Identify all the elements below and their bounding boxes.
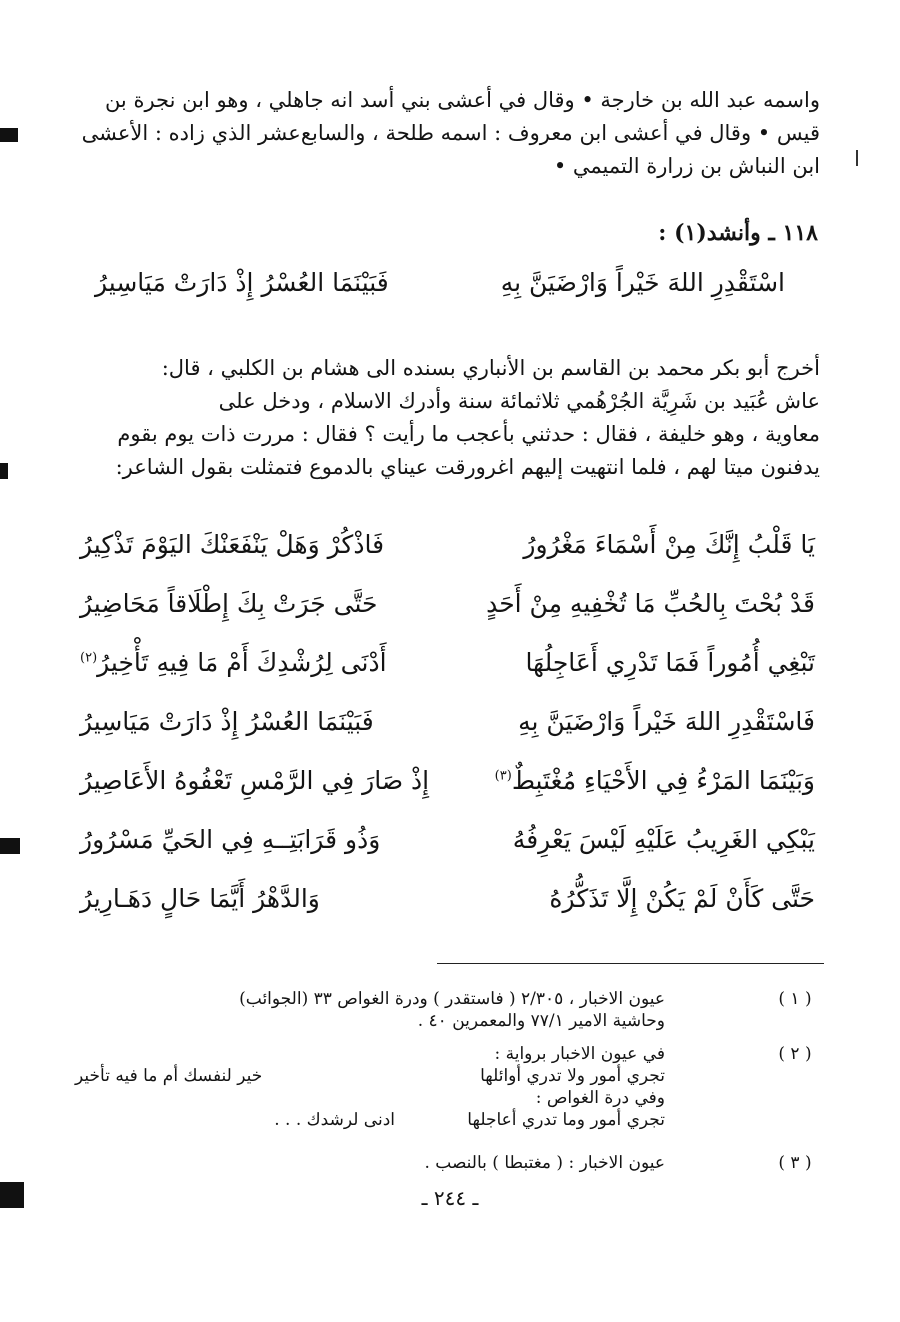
intro-paragraph xyxy=(70,84,820,183)
verse-second-hemistich: وَذُو قَرَابَتِــهِ فِي الحَيِّ مَسْرُورُ xyxy=(80,825,381,854)
verse-text: أَدْنَى لِرُشْدِكَ أَمْ مَا فِيهِ تَأْخِيرُ xyxy=(97,648,387,677)
footnote-text: في عيون الاخبار برواية : xyxy=(494,1044,665,1064)
footnote-number: ( ١ ) xyxy=(778,989,812,1009)
footnote-text: عيون الاخبار : ( مغتبطا ) بالنصب . xyxy=(424,1153,665,1173)
verse-second-hemistich: حَتَّى جَرَتْ بِكَ إِطْلَاقاً مَحَاضِيرُ xyxy=(80,589,378,618)
text-line: ابن النباش بن زرارة التميمي • xyxy=(553,154,820,178)
verse-first-hemistich: اسْتَقْدِرِ اللهَ خَيْراً وَارْضَيَنَّ بِهِ xyxy=(500,268,785,297)
footnote-number: ( ٣ ) xyxy=(778,1153,812,1173)
poem-verse xyxy=(80,530,815,589)
quoted-verse xyxy=(95,268,785,318)
text-line: أخرج أبو بكر محمد بن القاسم بن الأنباري بسنده الى هشام بن الكلبي ، قال: xyxy=(161,356,820,380)
verse-first-hemistich: حَتَّى كَأَنْ لَمْ يَكُنْ إِلَّا تَذَكُّرُهُ xyxy=(549,884,815,913)
section-heading: ١١٨ ـ وأنشد(١) : xyxy=(658,220,818,246)
footnote-text: وفي درة الغواص : xyxy=(535,1088,665,1108)
verse-first-hemistich: تَبْغِي أُمُوراً فَمَا تَدْرِي أَعَاجِلُهَا xyxy=(525,648,815,677)
text-line: قيس • وقال في أعشى ابن معروف : اسمه طلحة ، والسابع‌عشر الذي زاده : الأعشى xyxy=(81,121,820,145)
narration-paragraph xyxy=(70,352,820,484)
verse-first-hemistich: قَدْ بُحْتَ بِالحُبِّ مَا تُخْفِيهِ مِنْ أَحَدٍ xyxy=(486,589,815,618)
margin-tick xyxy=(856,150,858,166)
verse-second-hemistich xyxy=(80,648,387,677)
footnote-1 xyxy=(75,988,825,1036)
footnote-verse-first: تجري أمور وما تدري أعاجلها xyxy=(467,1110,665,1130)
poem-verse xyxy=(80,884,815,943)
footnote-2 xyxy=(75,1043,825,1153)
text-line: يدفنون ميتا لهم ، فلما انتهيت إليهم اغرورقت عيناي بالدموع فتمثلت بقول الشاعر: xyxy=(115,455,820,479)
verse-first-hemistich: يَبْكِي الغَرِيبُ عَلَيْهِ لَيْسَ يَعْرِفُهُ xyxy=(512,825,815,854)
scan-mark xyxy=(0,463,8,479)
footnote-number: ( ٢ ) xyxy=(778,1044,812,1064)
verse-first-hemistich: فَاسْتَقْدِرِ اللهَ خَيْراً وَارْضَيَنَّ بِهِ xyxy=(518,707,815,736)
footnote-verse-second: ادنى لرشدك . . . xyxy=(274,1110,395,1130)
footnote-ref: (٣) xyxy=(494,768,512,784)
footnote-3 xyxy=(75,1152,825,1176)
poem-verse xyxy=(80,707,815,766)
text-line: عاش عُبَيد بن شَرِيَّة الجُرْهُمي ثلاثمائة سنة وأدرك الاسلام ، ودخل على xyxy=(218,389,820,413)
footnote-text: عيون الاخبار ، ٢/٣٠٥ ( فاستقدر ) ودرة الغواص ٣٣ (الجوائب) xyxy=(239,989,665,1009)
scan-mark xyxy=(0,838,20,854)
text-line: معاوية ، وهو خليفة ، فقال : حدثني بأعجب ما رأيت ؟ فقال : مررت ذات يوم بقوم xyxy=(117,422,820,446)
verse-second-hemistich: فَبَيْنَمَا العُسْرُ إِذْ دَارَتْ مَيَاسِيرُ xyxy=(95,268,389,297)
poem-verse xyxy=(80,825,815,884)
footnote-verse-first: تجري أمور ولا تدري أوائلها xyxy=(480,1066,665,1086)
verse-second-hemistich: إِذْ صَارَ فِي الرَّمْسِ تَعْفُوهُ الأَعَاصِيرُ xyxy=(80,766,430,795)
footnote-text: وحاشية الامير ٧٧/١ والمعمرين ٤٠ . xyxy=(417,1011,665,1031)
footnote-ref: (٢) xyxy=(80,650,98,666)
poem-verse xyxy=(80,648,815,707)
scan-mark xyxy=(0,128,18,142)
poem xyxy=(80,530,815,943)
footnote-verse-second: خير لنفسك أم ما فيه تأخير xyxy=(75,1066,263,1086)
poem-verse xyxy=(80,589,815,648)
verse-first-hemistich: يَا قَلْبُ إِنَّكَ مِنْ أَسْمَاءَ مَغْرُورُ xyxy=(523,530,815,559)
poem-verse xyxy=(80,766,815,825)
verse-second-hemistich: وَالدَّهْرُ أَيَّمَا حَالٍ دَهَـارِيرُ xyxy=(80,884,320,913)
verse-second-hemistich: فَاذْكُرْ وَهَلْ يَنْفَعَنْكَ اليَوْمَ تَذْكِيرُ xyxy=(80,530,385,559)
text-line: واسمه عبد الله بن خارجة • وقال في أعشى بني أسد انه جاهلي ، وهو ابن نجرة بن xyxy=(104,88,820,112)
footnote-separator xyxy=(437,963,824,964)
verse-first-hemistich xyxy=(495,766,815,795)
verse-second-hemistich: فَبَيْنَمَا العُسْرُ إِذْ دَارَتْ مَيَاسِيرُ xyxy=(80,707,374,736)
verse-text: وَبَيْنَمَا المَرْءُ فِي الأَحْيَاءِ مُغْتَبِطٌ xyxy=(511,766,815,795)
page-number: ـ ٢٤٤ ـ xyxy=(421,1186,479,1210)
